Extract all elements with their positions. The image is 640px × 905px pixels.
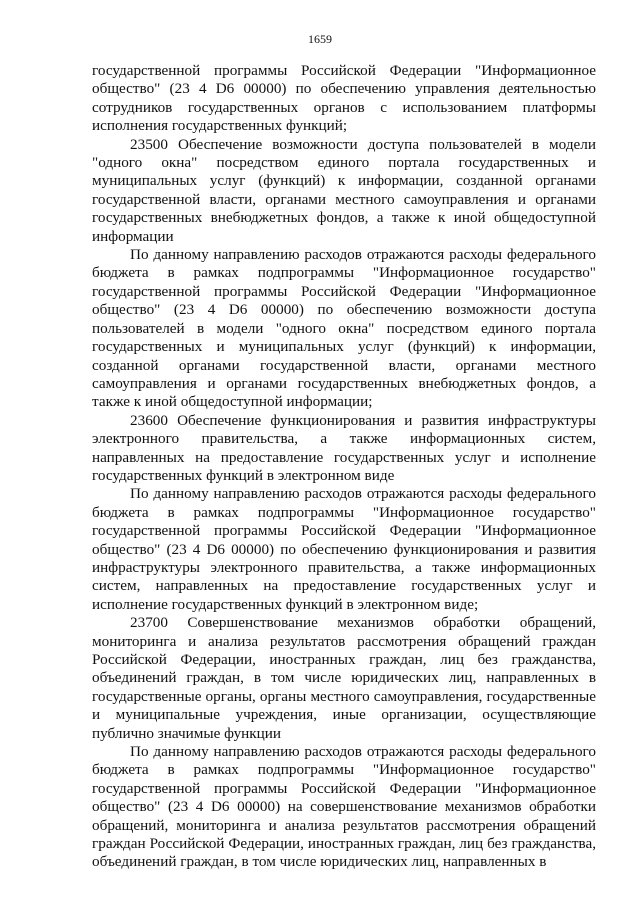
paragraph-description-23700: По данному направлению расходов отражаются расходы федерального бюджета в рамках подпрограммы "Информационное государство" государственной программы Российской Федерации "Информационное общество" (23 4 D6 00000) на совершенствование механизмов обработки обращений, мониторинга и анализа результатов рассмотрения обращений граждан Российской Федерации, иностранных граждан, лиц без гражданства, объединений граждан, в том числе юридических лиц, направленных в	[92, 743, 596, 871]
paragraph-description-23500: По данному направлению расходов отражаются расходы федерального бюджета в рамках подпрограммы "Информационное государство" государственной программы Российской Федерации "Информационное общество" (23 4 D6 00000) по обеспечению возможности доступа пользователей в модели "одного окна" посредством единого портала государственных и муниципальных услуг (функций) к информации, созданной органами государственной власти, органами местного самоуправления и органами государственных внебюджетных фондов, а также к иной общедоступной информации;	[92, 246, 596, 411]
paragraph-continuation: государственной программы Российской Федерации "Информационное общество" (23 4 D6 00000) по обеспечению управления деятельностью сотрудников государственных органов с использованием платформы исполнения государственных функций;	[92, 62, 596, 135]
document-body	[92, 62, 596, 872]
paragraph-item-23500: 23500 Обеспечение возможности доступа пользователей в модели "одного окна" посредством единого портала государственных и муниципальных услуг (функций) к информации, созданной органами государственной власти, органами местного самоуправления и органами государственных внебюджетных фондов, а также к иной общедоступной информации	[92, 135, 596, 245]
paragraph-item-23700: 23700 Совершенствование механизмов обработки обращений, мониторинга и анализа результатов рассмотрения обращений граждан Российской Федерации, иностранных граждан, лиц без гражданства, объединений граждан, в том числе юридических лиц, направленных в государственные органы, органы местного самоуправления, государственные и муниципальные учреждения, иные организации, осуществляющие публично значимые функции	[92, 614, 596, 742]
page-number: 1659	[308, 32, 332, 46]
paragraph-description-23600: По данному направлению расходов отражаются расходы федерального бюджета в рамках подпрограммы "Информационное государство" государственной программы Российской Федерации "Информационное общество" (23 4 D6 00000) по обеспечению функционирования и развития инфраструктуры электронного правительства, а также информационных систем, направленных на предоставление государственных услуг и исполнение государственных функций в электронном виде;	[92, 485, 596, 613]
paragraph-item-23600: 23600 Обеспечение функционирования и развития инфраструктуры электронного правительства, а также информационных систем, направленных на предоставление государственных услуг и исполнение государственных функций в электронном виде	[92, 411, 596, 484]
